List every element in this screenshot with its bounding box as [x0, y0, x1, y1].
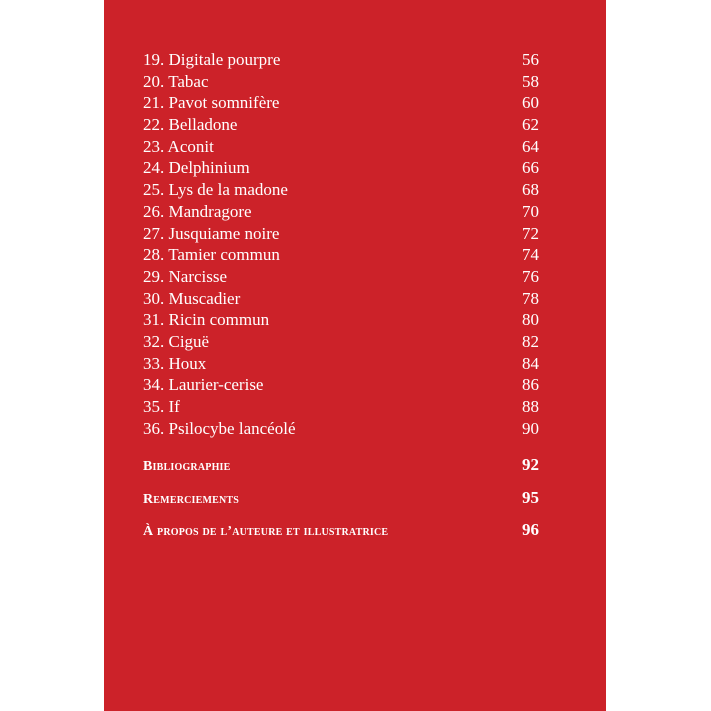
toc-entry-label: 22. Belladone: [143, 115, 238, 135]
toc-entry: [143, 353, 539, 375]
toc-page: [104, 0, 606, 711]
toc-entry-label: 26. Mandragore: [143, 201, 252, 221]
toc-entry-label: 36. Psilocybe lancéolé: [143, 418, 296, 438]
toc-entry-label: 25. Lys de la madone: [143, 180, 288, 200]
toc-entry-label: 35. If: [143, 397, 180, 416]
toc-entry-label: 31. Ricin commun: [143, 310, 270, 330]
toc-section-bibliographie: [143, 455, 539, 488]
toc-entry-page: 86: [522, 375, 539, 395]
toc-entry-label: 21. Pavot somnifère: [143, 93, 280, 113]
toc-entry: [143, 266, 539, 288]
toc-section-label: Bibliographie: [143, 459, 231, 474]
toc-entry-page: 66: [522, 158, 539, 178]
toc-section-label: Remerciements: [143, 491, 240, 507]
toc-entry-label: 29. Narcisse: [143, 266, 228, 286]
toc-entry: [143, 288, 539, 310]
toc-entry-page: 78: [522, 288, 539, 308]
toc-entry: [143, 71, 539, 93]
toc-entry-page: 56: [522, 50, 539, 69]
toc-entry: [143, 201, 539, 223]
toc-entry-label: 30. Muscadier: [143, 288, 241, 308]
toc-entry-label: 32. Ciguë: [143, 331, 210, 351]
toc-entry-label: 23. Aconit: [143, 136, 214, 156]
toc-entry-page: 60: [522, 93, 539, 113]
toc-entry: [143, 244, 539, 266]
toc-section-label: À propos de l’auteure et illustratrice: [143, 524, 389, 539]
toc-entry-page: 82: [522, 331, 539, 351]
toc-entry-list: [143, 49, 539, 439]
toc-entry-label: 34. Laurier-cerise: [143, 375, 264, 395]
toc-section-a-propos: [143, 520, 539, 553]
toc-entry-page: 88: [522, 397, 539, 416]
toc-section-page: 96: [522, 520, 539, 539]
toc-entry-page: 64: [522, 136, 539, 156]
toc-entry-page: 90: [522, 418, 539, 438]
toc-section-page: 92: [522, 455, 539, 474]
toc-entry-label: 24. Delphinium: [143, 158, 250, 178]
toc-section-remerciements: [143, 488, 539, 521]
toc-section-list: [143, 455, 539, 553]
toc-entry: [143, 374, 539, 396]
toc-entry-label: 28. Tamier commun: [143, 245, 280, 265]
toc-entry-page: 68: [522, 180, 539, 200]
toc-entry-page: 80: [522, 310, 539, 330]
toc-section-page: 95: [522, 487, 539, 507]
toc-entry: [143, 136, 539, 158]
toc-entry-label: 19. Digitale pourpre: [143, 50, 281, 69]
toc-entry: [143, 49, 539, 71]
toc-entry-page: 72: [522, 223, 539, 243]
toc-entry: [143, 92, 539, 114]
toc-entry: [143, 157, 539, 179]
toc-entry: [143, 396, 539, 418]
toc-entry: [143, 331, 539, 353]
toc-entry-page: 76: [522, 266, 539, 286]
toc-entry-label: 33. Houx: [143, 353, 207, 373]
toc-entry: [143, 223, 539, 245]
toc-entry: [143, 309, 539, 331]
toc-entry-label: 20. Tabac: [143, 71, 209, 91]
toc-entry: [143, 418, 539, 440]
toc-entry-page: 62: [522, 115, 539, 135]
toc-entry-label: 27. Jusquiame noire: [143, 223, 280, 243]
toc-entry-page: 70: [522, 201, 539, 221]
toc-entry-page: 84: [522, 353, 539, 373]
toc-entry: [143, 114, 539, 136]
toc-entry-page: 74: [522, 245, 539, 265]
toc-entry-page: 58: [522, 71, 539, 91]
toc-entry: [143, 179, 539, 201]
